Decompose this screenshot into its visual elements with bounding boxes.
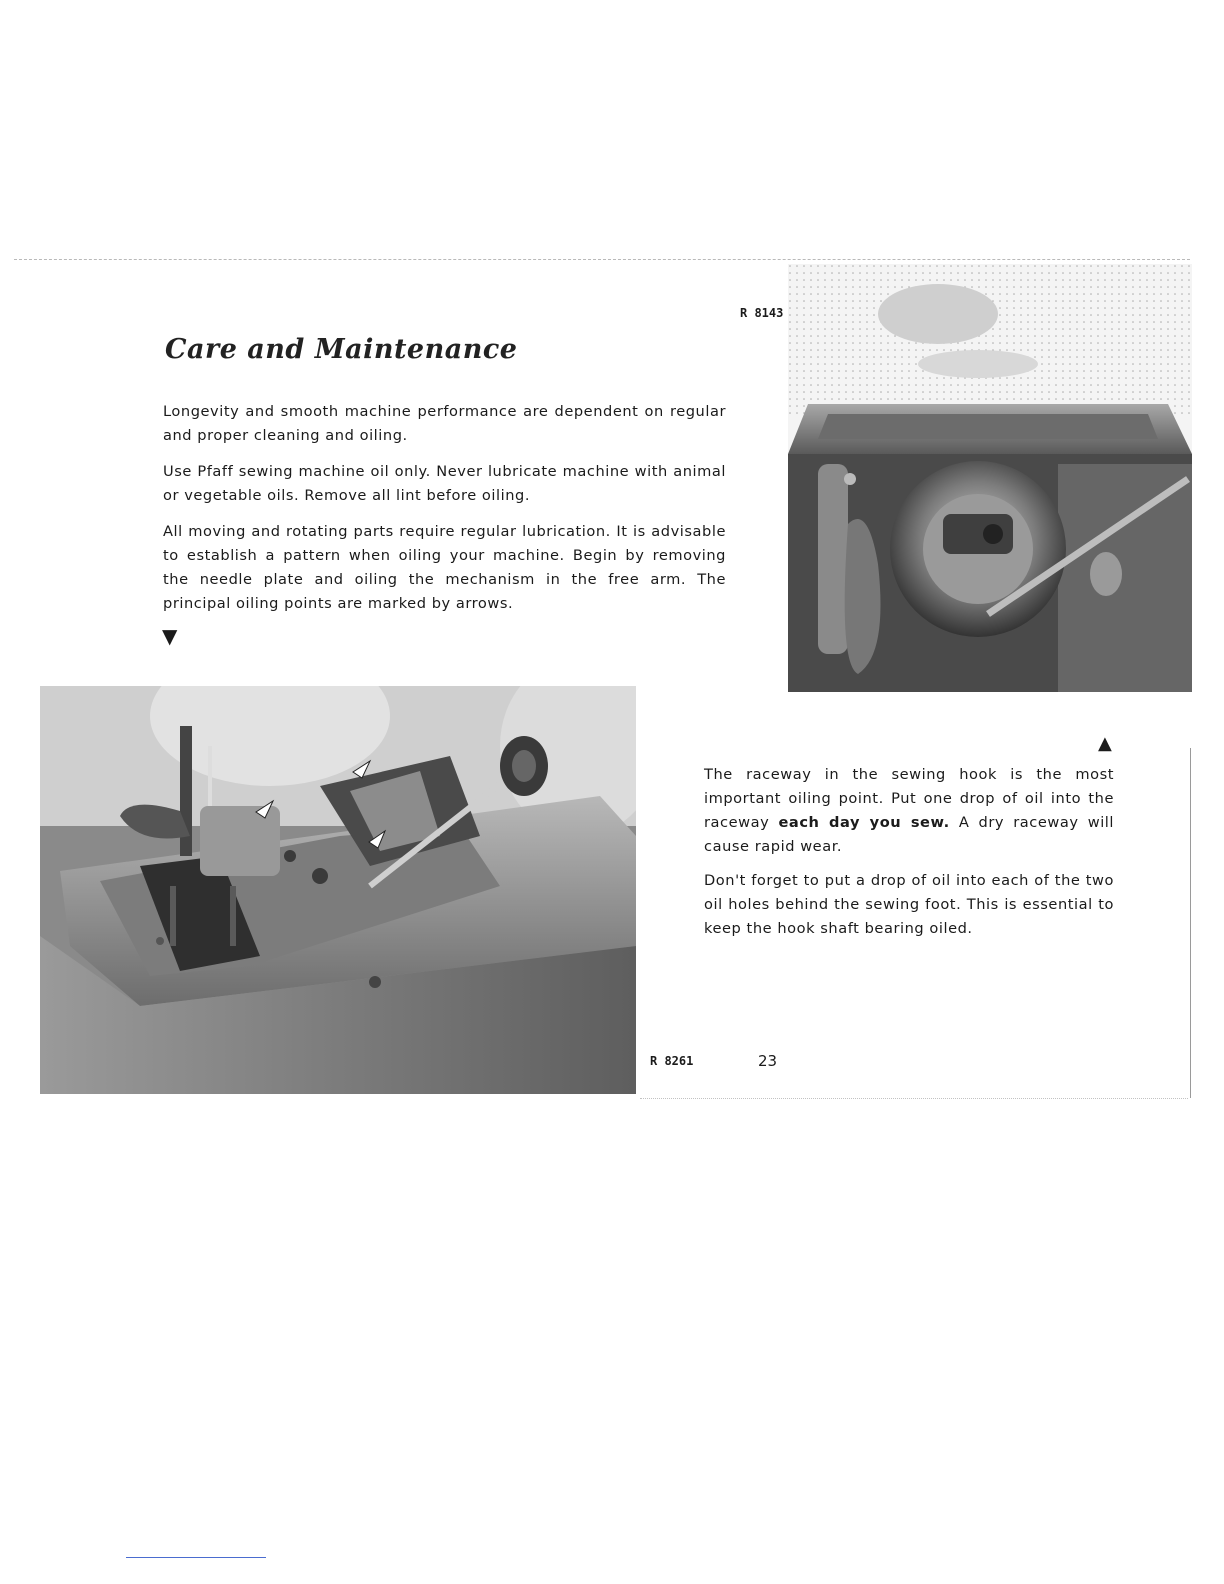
arrow-up-icon: ▲ bbox=[1098, 733, 1112, 754]
top-rule bbox=[14, 259, 1190, 260]
free-arm-oiling-photo bbox=[40, 686, 636, 1094]
raceway-text-b: A dry raceway will cause rapid wear. bbox=[704, 814, 1115, 855]
raceway-text-bold: each day you sew. bbox=[778, 814, 950, 831]
left-text-column bbox=[163, 400, 726, 628]
page-number: 23 bbox=[758, 1052, 778, 1070]
paragraph-oil-holes: Don't forget to put a drop of oil into each of the two oil holes behind the sewing foot. This is essential to keep the hook shaft bearing oiled. bbox=[704, 872, 1114, 937]
right-rule bbox=[1190, 748, 1191, 1098]
bottom-rule bbox=[640, 1098, 1188, 1099]
paragraph-3: All moving and rotating parts require regular lubrication. It is advisable to establish a pattern when oiling your machine. Begin by removing the needle plate and oiling the mechanism in the free arm. The principal oiling points are marked by arrows. bbox=[163, 523, 726, 612]
arrow-down-icon: ▼ bbox=[162, 624, 178, 648]
raceway-text-a: The raceway in the sewing hook is the most important oiling point. Put one drop of oil into the raceway bbox=[704, 766, 1114, 831]
figure-ref-top: R 8143 bbox=[740, 306, 784, 320]
footer-link-line bbox=[126, 1557, 266, 1558]
paragraph-1: Longevity and smooth machine performance are dependent on regular and proper cleaning and oiling. bbox=[163, 403, 726, 444]
paragraph-2: Use Pfaff sewing machine oil only. Never lubricate machine with animal or vegetable oils. Remove all lint before oiling. bbox=[163, 463, 726, 504]
figure-ref-bottom: R 8261 bbox=[650, 1054, 694, 1068]
page-title: Care and Maintenance bbox=[165, 334, 518, 365]
sewing-hook-photo bbox=[788, 264, 1192, 692]
paragraph-raceway bbox=[704, 763, 1114, 859]
right-text-column bbox=[704, 763, 1114, 951]
